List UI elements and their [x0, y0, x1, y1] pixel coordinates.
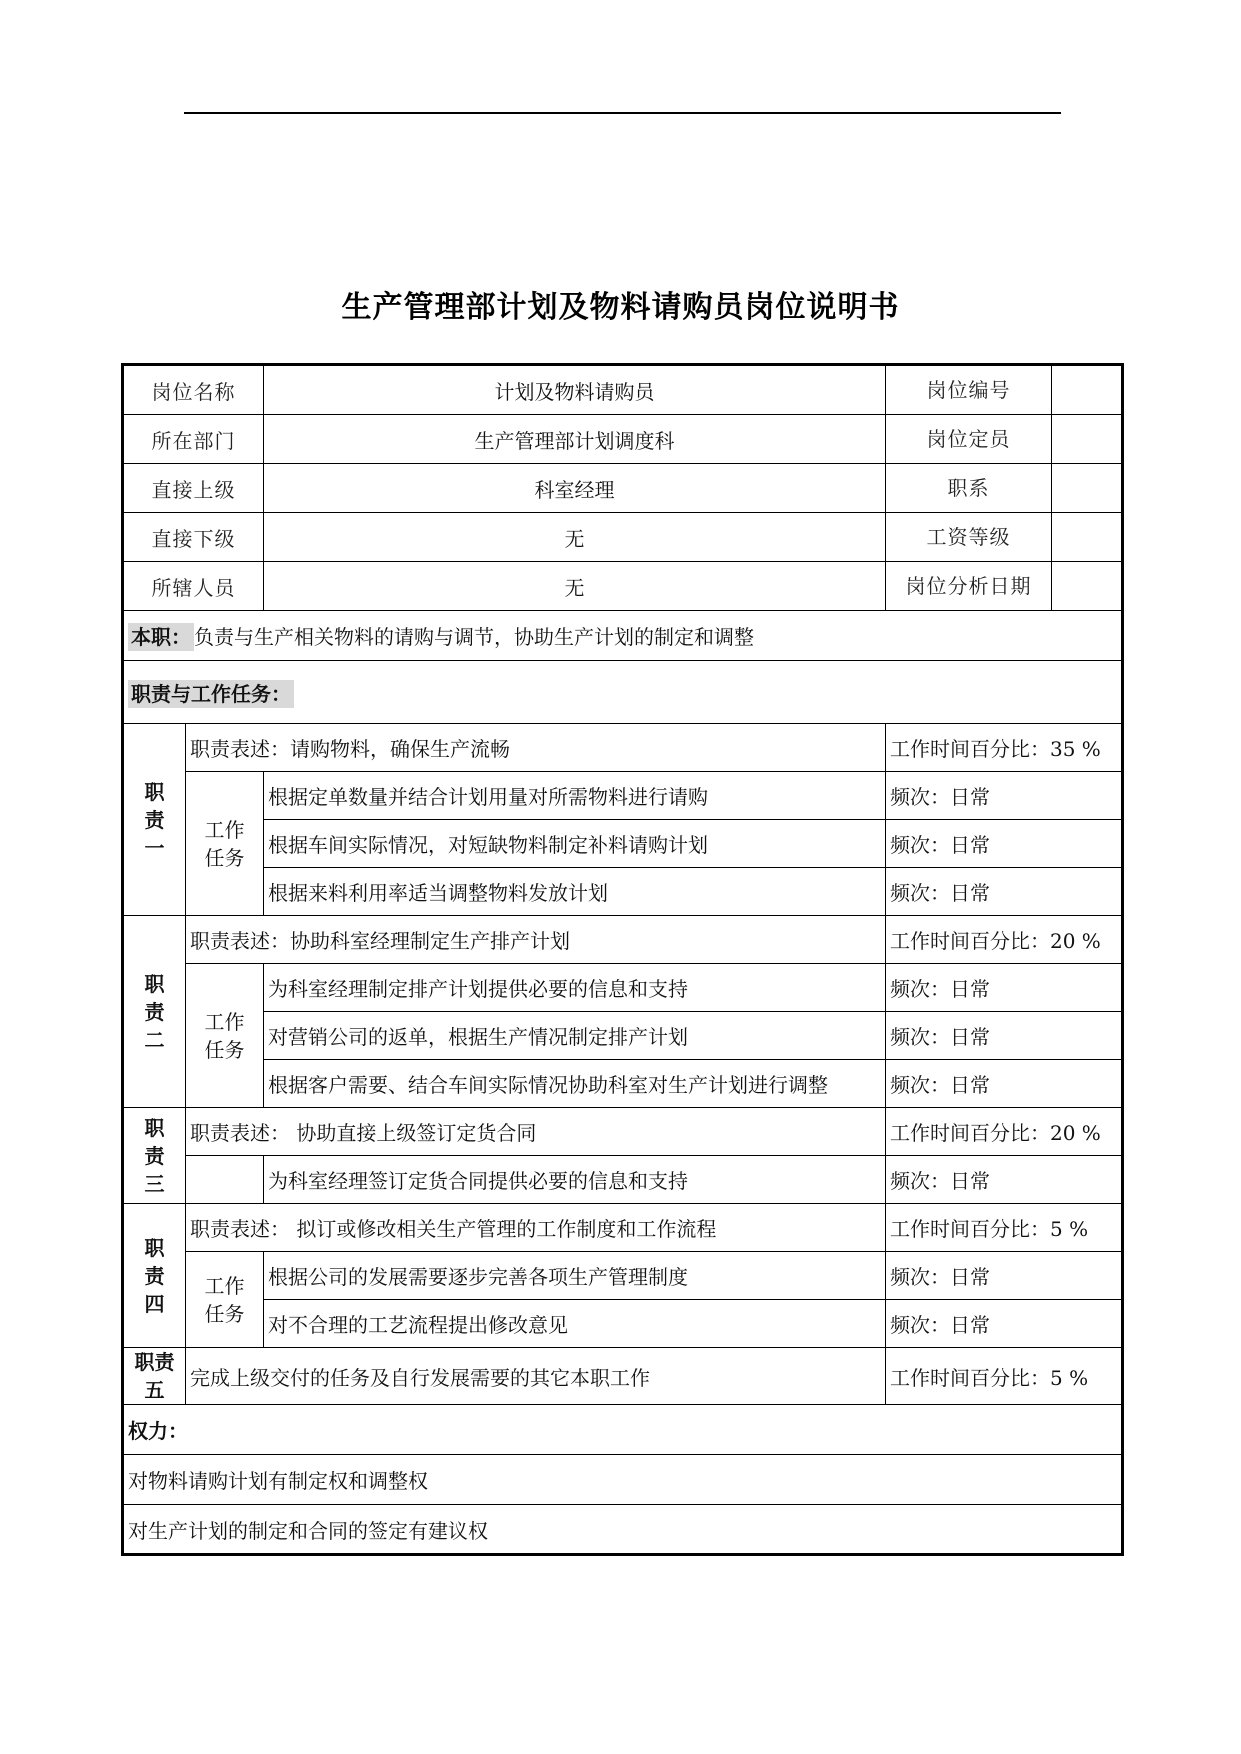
duty-name-char: 职 [144, 1115, 165, 1140]
task-label-cell [186, 1156, 264, 1204]
duty-description-text: 协助直接上级签订定货合同 [290, 1121, 537, 1145]
info-value-2 [1052, 562, 1121, 610]
task-text: 根据客户需要、结合车间实际情况协助科室对生产计划进行调整 [264, 1060, 886, 1108]
info-label-2: 岗位分析日期 [886, 562, 1052, 610]
task-frequency: 频次：日常 [886, 1156, 1123, 1204]
info-label: 所在部门 [123, 415, 264, 464]
duty-description-cell [186, 724, 886, 772]
duty-name-char: 责 [144, 807, 165, 832]
task-row [123, 1060, 1123, 1108]
info-value-2 [1052, 366, 1121, 414]
task-label-word: 工作 [204, 1009, 245, 1034]
task-label-cell [186, 1252, 264, 1348]
main-duty-text: 负责与生产相关物料的请购与调节，协助生产计划的制定和调整 [194, 625, 754, 649]
task-label-word: 工作 [204, 1273, 245, 1298]
document-title: 生产管理部计划及物料请购员岗位说明书 [341, 290, 900, 325]
info-extra-cell [886, 562, 1123, 611]
duty-description-label: 职责表述： [190, 1121, 290, 1145]
duty-name-cell [123, 724, 186, 916]
duty-description-row [123, 1348, 1123, 1405]
task-frequency: 频次：日常 [886, 1300, 1123, 1348]
duty-description-text: 拟订或修改相关生产管理的工作制度和工作流程 [290, 1217, 717, 1241]
task-label-word: 工作 [204, 817, 245, 842]
duty-time-percent: 工作时间百分比：20 % [886, 916, 1123, 964]
task-text: 根据公司的发展需要逐步完善各项生产管理制度 [264, 1252, 886, 1300]
info-value-2 [1052, 415, 1121, 463]
main-duty-label: 本职： [128, 623, 194, 651]
task-row [123, 772, 1123, 820]
basic-info-row [123, 365, 1123, 415]
info-extra-cell [886, 365, 1123, 415]
info-label: 岗位名称 [123, 365, 264, 415]
duty-description-cell [186, 1348, 886, 1405]
duty-description-label: 职责表述： [190, 1217, 290, 1241]
duty-description-cell [186, 916, 886, 964]
duty-name-char: 一 [144, 835, 165, 860]
basic-info-row [123, 464, 1123, 513]
task-text: 根据来料利用率适当调整物料发放计划 [264, 868, 886, 916]
authority-header-cell [123, 1405, 1123, 1455]
info-value: 计划及物料请购员 [264, 365, 886, 415]
info-label-2: 岗位编号 [886, 366, 1052, 414]
info-label: 直接上级 [123, 464, 264, 513]
duties-header-cell [123, 661, 1123, 724]
duty-name-char: 职 [144, 779, 165, 804]
info-extra-cell [886, 464, 1123, 513]
basic-info-row [123, 513, 1123, 562]
duty-description-cell [186, 1204, 886, 1252]
duty-name-char: 责 [144, 1263, 165, 1288]
info-label-2: 工资等级 [886, 513, 1052, 561]
task-frequency: 频次：日常 [886, 820, 1123, 868]
task-text: 根据车间实际情况，对短缺物料制定补料请购计划 [264, 820, 886, 868]
job-description-table [121, 363, 1124, 1556]
duty-description-row [123, 724, 1123, 772]
basic-info-row [123, 415, 1123, 464]
duty-time-percent: 工作时间百分比：5 % [886, 1204, 1123, 1252]
duty-description-text: 协助科室经理制定生产排产计划 [290, 929, 570, 953]
info-value-2 [1052, 513, 1121, 561]
main-duty-cell [123, 611, 1123, 661]
duty-name-cell [123, 1348, 186, 1405]
duty-description-text: 完成上级交付的任务及自行发展需要的其它本职工作 [190, 1365, 650, 1390]
info-value-2 [1052, 464, 1121, 512]
duty-description-row [123, 1204, 1123, 1252]
duty-description-text: 请购物料，确保生产流畅 [290, 737, 510, 761]
duty-name-char: 三 [144, 1171, 165, 1196]
duty-name-char: 四 [144, 1291, 165, 1316]
header-rule [184, 112, 1061, 114]
duty-name-char: 责 [144, 999, 165, 1024]
info-label-2: 职系 [886, 464, 1052, 512]
duty-name-char: 二 [144, 1027, 165, 1052]
duty-name-char: 责 [144, 1143, 165, 1168]
authority-header: 权力： [128, 1419, 188, 1443]
duty-name-char: 职 [144, 1235, 165, 1260]
info-value: 科室经理 [264, 464, 886, 513]
task-label-word: 任务 [204, 1037, 245, 1062]
basic-info-row [123, 562, 1123, 611]
task-row [123, 964, 1123, 1012]
duty-time-percent: 工作时间百分比：5 % [886, 1348, 1123, 1405]
duty-description-row [123, 1108, 1123, 1156]
duty-description-label: 职责表述： [190, 737, 290, 761]
info-value: 生产管理部计划调度科 [264, 415, 886, 464]
task-label-word: 任务 [204, 1301, 245, 1326]
duty-name-char: 五 [144, 1378, 165, 1402]
task-frequency: 频次：日常 [886, 1252, 1123, 1300]
info-extra-cell [886, 415, 1123, 464]
task-row [123, 820, 1123, 868]
task-text: 对营销公司的返单，根据生产情况制定排产计划 [264, 1012, 886, 1060]
task-row [123, 868, 1123, 916]
info-label-2: 岗位定员 [886, 415, 1052, 463]
task-frequency: 频次：日常 [886, 772, 1123, 820]
task-label-cell [186, 772, 264, 916]
duty-description-row [123, 916, 1123, 964]
duty-name-cell [123, 1108, 186, 1204]
info-label: 直接下级 [123, 513, 264, 562]
task-label-word: 任务 [204, 845, 245, 870]
task-text: 为科室经理签订定货合同提供必要的信息和支持 [264, 1156, 886, 1204]
authority-item: 对物料请购计划有制定权和调整权 [123, 1455, 1123, 1505]
duty-time-percent: 工作时间百分比：35 % [886, 724, 1123, 772]
duty-name-cell [123, 1204, 186, 1348]
info-value: 无 [264, 562, 886, 611]
task-text: 对不合理的工艺流程提出修改意见 [264, 1300, 886, 1348]
task-text: 为科室经理制定排产计划提供必要的信息和支持 [264, 964, 886, 1012]
task-frequency: 频次：日常 [886, 868, 1123, 916]
task-label-cell [186, 964, 264, 1108]
duty-name-cell [123, 916, 186, 1108]
task-frequency: 频次：日常 [886, 964, 1123, 1012]
task-row [123, 1300, 1123, 1348]
authority-item: 对生产计划的制定和合同的签定有建议权 [123, 1505, 1123, 1555]
task-frequency: 频次：日常 [886, 1012, 1123, 1060]
duty-description-label: 职责表述： [190, 929, 290, 953]
task-row [123, 1156, 1123, 1204]
task-row [123, 1252, 1123, 1300]
duty-time-percent: 工作时间百分比：20 % [886, 1108, 1123, 1156]
task-text: 根据定单数量并结合计划用量对所需物料进行请购 [264, 772, 886, 820]
duty-name-char: 职责 [134, 1350, 175, 1374]
duty-description-cell [186, 1108, 886, 1156]
task-row [123, 1012, 1123, 1060]
duties-header: 职责与工作任务： [128, 680, 294, 708]
info-label: 所辖人员 [123, 562, 264, 611]
info-extra-cell [886, 513, 1123, 562]
info-value: 无 [264, 513, 886, 562]
task-frequency: 频次：日常 [886, 1060, 1123, 1108]
duty-name-char: 职 [144, 971, 165, 996]
